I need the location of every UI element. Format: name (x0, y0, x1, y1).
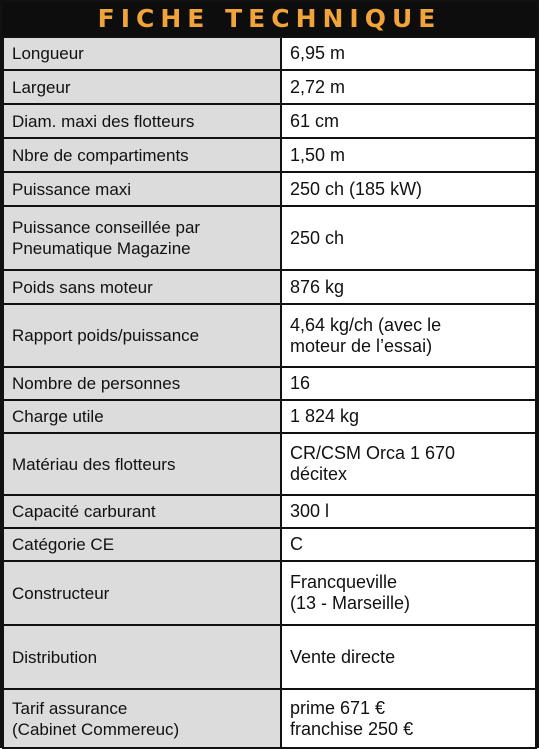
row-label-longueur: Longueur (3, 37, 281, 70)
row-value-poids: 876 kg (281, 270, 536, 304)
row-label-distribution: Distribution (3, 625, 281, 689)
row-label-rapport: Rapport poids/puissance (3, 304, 281, 367)
row-label-compartiments: Nbre de compartiments (3, 138, 281, 172)
row-value-puissance-conseillee: 250 ch (281, 206, 536, 270)
table-row (3, 495, 536, 528)
row-label-poids: Poids sans moteur (3, 270, 281, 304)
table-row (3, 70, 536, 104)
table-row (3, 367, 536, 400)
row-label-personnes: Nombre de personnes (3, 367, 281, 400)
table-row (3, 270, 536, 304)
row-value-longueur: 6,95 m (281, 37, 536, 70)
table-row (3, 528, 536, 561)
row-value-constructeur: Francqueville (13 - Marseille) (281, 561, 536, 625)
row-value-charge: 1 824 kg (281, 400, 536, 433)
spec-table (2, 36, 537, 749)
row-label-tarif: Tarif assurance (Cabinet Commereuc) (3, 689, 281, 748)
row-label-puissance-conseillee: Puissance conseillée par Pneumatique Magazine (3, 206, 281, 270)
row-value-compartiments: 1,50 m (281, 138, 536, 172)
table-row (3, 689, 536, 748)
row-value-rapport: 4,64 kg/ch (avec le moteur de l’essai) (281, 304, 536, 367)
row-value-materiau: CR/CSM Orca 1 670 décitex (281, 433, 536, 495)
table-row (3, 304, 536, 367)
row-value-carburant: 300 l (281, 495, 536, 528)
row-label-materiau: Matériau des flotteurs (3, 433, 281, 495)
table-row (3, 561, 536, 625)
table-row (3, 37, 536, 70)
table-row (3, 433, 536, 495)
row-value-tarif: prime 671 € franchise 250 € (281, 689, 536, 748)
table-row (3, 138, 536, 172)
row-value-puissance-maxi: 250 ch (185 kW) (281, 172, 536, 206)
row-label-carburant: Capacité carburant (3, 495, 281, 528)
title-bar (2, 2, 537, 36)
row-value-diametre: 61 cm (281, 104, 536, 138)
row-value-largeur: 2,72 m (281, 70, 536, 104)
row-label-constructeur: Constructeur (3, 561, 281, 625)
sheet-title: FICHE TECHNIQUE (97, 4, 442, 33)
table-row (3, 172, 536, 206)
row-label-largeur: Largeur (3, 70, 281, 104)
table-row (3, 206, 536, 270)
row-value-personnes: 16 (281, 367, 536, 400)
row-value-categorie: C (281, 528, 536, 561)
row-label-charge: Charge utile (3, 400, 281, 433)
row-label-categorie: Catégorie CE (3, 528, 281, 561)
row-value-distribution: Vente directe (281, 625, 536, 689)
table-row (3, 104, 536, 138)
row-label-diametre: Diam. maxi des flotteurs (3, 104, 281, 138)
table-row (3, 625, 536, 689)
row-label-puissance-maxi: Puissance maxi (3, 172, 281, 206)
table-row (3, 400, 536, 433)
